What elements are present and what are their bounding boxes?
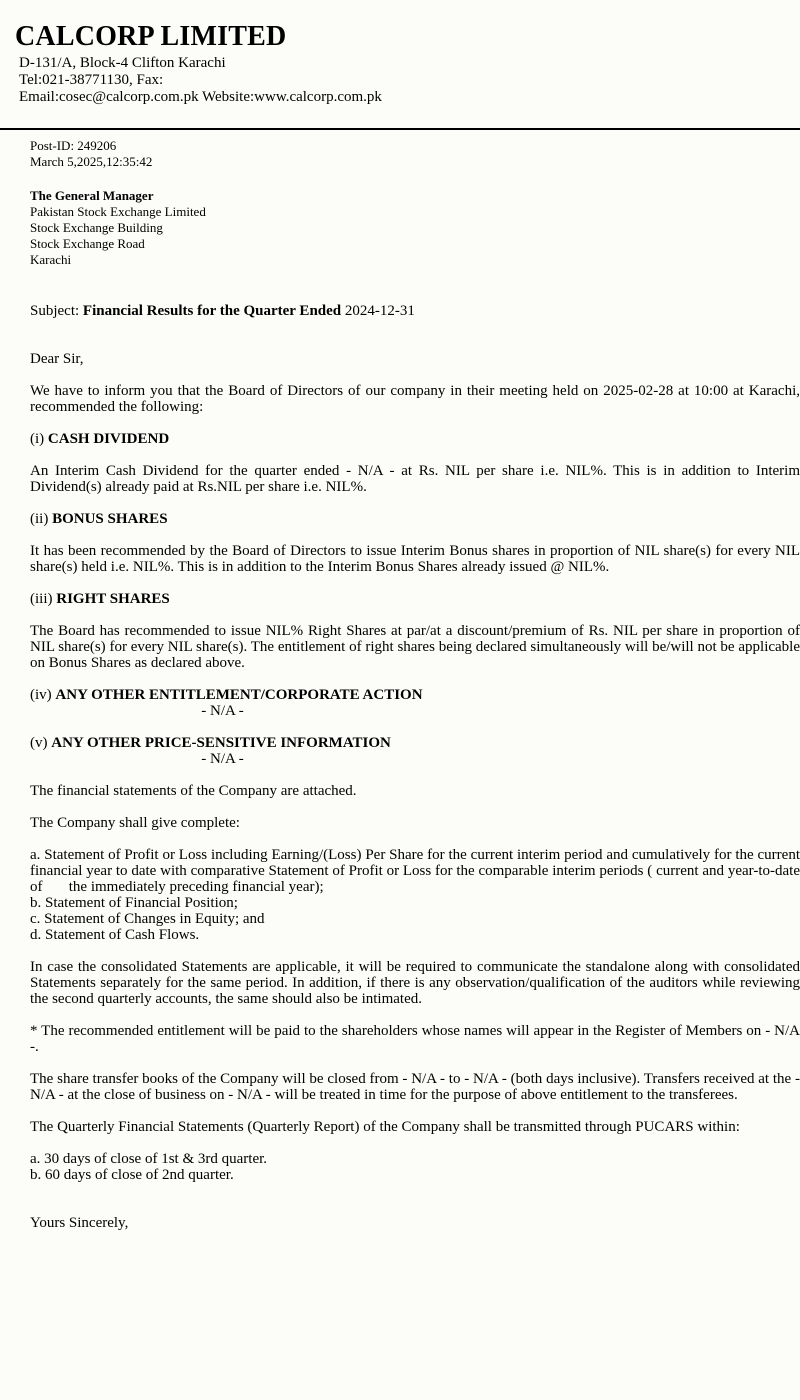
transfer-books-paragraph: The share transfer books of the Company will be closed from - N/A - to - N/A - (both days inclusive). Transfers received at the - N/A - at the close of business on - N/A - will be treated in time for the purpose of above entitlement to the transferees. — [30, 1071, 800, 1103]
recipient-title: The General Manager — [30, 188, 154, 203]
section-heading-other-entitlement — [30, 687, 423, 703]
bonus-shares-paragraph: It has been recommended by the Board of Directors to issue Interim Bonus shares in proportion of NIL share(s) for every NIL share(s) held i.e. NIL%. This is in addition to the Interim Bonus Shares already issued @ NIL%. — [30, 543, 800, 575]
section-heading-price-sensitive — [30, 735, 391, 751]
right-shares-paragraph: The Board has recommended to issue NIL% Right Shares at par/at a discount/premium of Rs. NIL per share in proportion of NIL share(s) for every NIL share(s). The entitlement of right shares being declared simultaneously will be/will not be applicable on Bonus Shares as declared above. — [30, 623, 800, 671]
section-number: (i) — [30, 431, 45, 447]
statement-item-a: a. Statement of Profit or Loss including Earning/(Loss) Per Share for the current interim period and cumulatively for the current financial year to date with comparative Statement of Profit or Loss for the comparable interim periods ( current and year-to-date of the immediately preceding financial year); — [30, 847, 800, 895]
price-sensitive-value: - N/A - — [201, 751, 244, 767]
statement-item-c: c. Statement of Changes in Equity; and — [30, 911, 265, 927]
section-heading-cash-dividend — [30, 431, 169, 447]
section-number: (v) — [30, 735, 48, 751]
post-id: Post-ID: 249206 — [30, 138, 117, 153]
salutation: Dear Sir, — [30, 351, 84, 367]
shall-give-line: The Company shall give complete: — [30, 815, 240, 831]
recipient-line: Pakistan Stock Exchange Limited — [30, 204, 206, 219]
recipient-line: Stock Exchange Building — [30, 220, 163, 235]
post-datetime: March 5,2025,12:35:42 — [30, 154, 153, 169]
other-entitlement-value: - N/A - — [201, 703, 244, 719]
section-title: BONUS SHARES — [52, 511, 168, 527]
section-title: ANY OTHER PRICE-SENSITIVE INFORMATION — [51, 735, 391, 751]
section-title: ANY OTHER ENTITLEMENT/CORPORATE ACTION — [55, 687, 423, 703]
consolidated-paragraph: In case the consolidated Statements are applicable, it will be required to communicate the standalone along with consolidated Statements separately for the same period. In addition, if there is any observation/qualification of the auditors while reviewing the second quarterly accounts, the same should also be intimated. — [30, 959, 800, 1007]
section-number: (ii) — [30, 511, 49, 527]
letterhead — [0, 0, 800, 130]
recipient-line: Karachi — [30, 252, 72, 267]
entitlement-note: * The recommended entitlement will be paid to the shareholders whose names will appear in the Register of Members on - N/A -. — [30, 1023, 800, 1055]
section-heading-right-shares — [30, 591, 170, 607]
days-item-b: b. 60 days of close of 2nd quarter. — [30, 1167, 234, 1183]
subject-text: Financial Results for the Quarter Ended — [82, 303, 342, 319]
subject-line — [30, 303, 415, 319]
subject-date: 2024-12-31 — [344, 303, 415, 319]
closing: Yours Sincerely, — [30, 1215, 129, 1231]
company-address: D-131/A, Block-4 Clifton Karachi — [19, 55, 226, 71]
section-title: CASH DIVIDEND — [47, 431, 170, 447]
recipient-line: Stock Exchange Road — [30, 236, 145, 251]
company-email-website: Email:cosec@calcorp.com.pk Website:www.calcorp.com.pk — [19, 89, 382, 105]
section-number: (iii) — [30, 591, 53, 607]
statement-item-b: b. Statement of Financial Position; — [30, 895, 238, 911]
pucars-line: The Quarterly Financial Statements (Quarterly Report) of the Company shall be transmitted through PUCARS within: — [30, 1119, 740, 1135]
section-title: RIGHT SHARES — [56, 591, 170, 607]
subject-label: Subject: — [30, 303, 80, 319]
section-heading-bonus-shares — [30, 511, 168, 527]
intro-paragraph: We have to inform you that the Board of Directors of our company in their meeting held on 2025-02-28 at 10:00 at Karachi, recommended the following: — [30, 383, 800, 415]
financial-statements-attached: The financial statements of the Company are attached. — [30, 783, 357, 799]
section-number: (iv) — [30, 687, 52, 703]
days-item-a: a. 30 days of close of 1st & 3rd quarter. — [30, 1151, 268, 1167]
statement-item-d: d. Statement of Cash Flows. — [30, 927, 200, 943]
cash-dividend-paragraph: An Interim Cash Dividend for the quarter ended - N/A - at Rs. NIL per share i.e. NIL%. This is in addition to Interim Dividend(s) already paid at Rs.NIL per share i.e. NIL%. — [30, 463, 800, 495]
company-telephone: Tel:021-38771130, Fax: — [19, 72, 164, 88]
company-name: CALCORP LIMITED — [15, 21, 287, 52]
